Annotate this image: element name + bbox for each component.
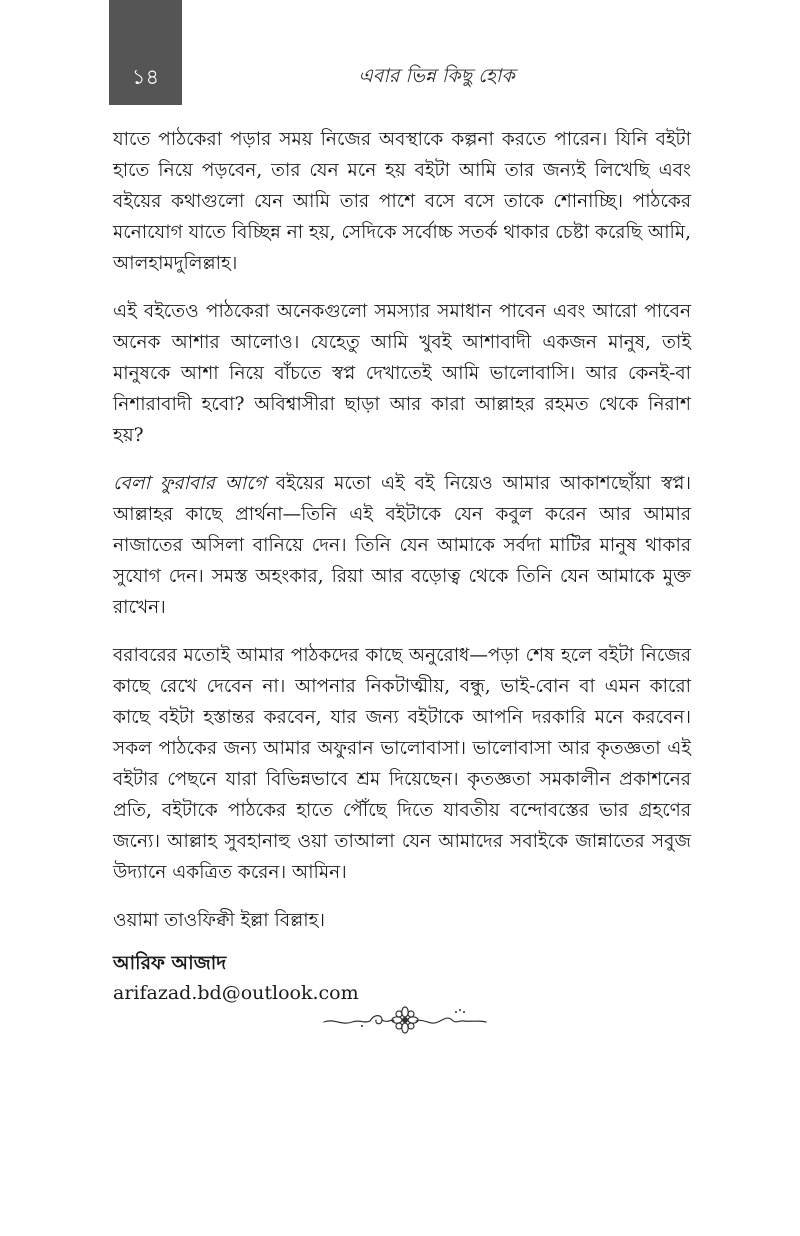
- paragraph-3: [113, 468, 691, 623]
- page-number: ১৪: [131, 65, 160, 89]
- body-text: [113, 124, 691, 1008]
- running-header: এবার ভিন্ন কিছু হোক: [358, 65, 515, 87]
- paragraph-1: যাতে পাঠকেরা পড়ার সময় নিজের অবস্থাকে কল্পনা করতে পারেন। যিনি বইটা হাতে নিয়ে পড়বেন, তার যেন মনে হয় বইটা আমি তার জন্যই লিখেছি এবং বইয়ের কথাগুলো যেন আমি তার পাশে বসে বসে তাকে শোনাচ্ছি। পাঠকের মনোযোগ যাতে বিচ্ছিন্ন না হয়, সেদিকে সর্বোচ্চ সতর্ক থাকার চেষ্টা করেছি আমি, আলহামদুলিল্লাহ।: [113, 129, 691, 274]
- author-email: arifazad.bd@outlook.com: [113, 982, 359, 1004]
- paragraph-4: বরাবরের মতোই আমার পাঠকদের কাছে অনুরোধ—পড়া শেষ হলে বইটা নিজের কাছে রেখে দেবেন না। আপনার নিকটাত্মীয়, বন্ধু, ভাই-বোন বা এমন কারো কাছে বইটা হস্তান্তর করবেন, যার জন্য বইটাকে আপনি দরকারি মনে করবেন। সকল পাঠকের জন্য আমার অফুরান ভালোবাসা। ভালোবাসা আর কৃতজ্ঞতা এই বইটার পেছনে যারা বিভিন্নভাবে শ্রম দিয়েছেন। কৃতজ্ঞতা সমকালীন প্রকাশনের প্রতি, বইটাকে পাঠকের হাতে পৌঁছে দিতে যাবতীয় বন্দোবস্তের ভার গ্রহণের জন্যে। আল্লাহ সুবহানাহু ওয়া তাআলা যেন আমাদের সবাইকে জান্নাতের সবুজ উদ্যানে একত্রিত করেন। আমিন।: [113, 645, 691, 883]
- floral-divider-icon: [320, 1000, 490, 1036]
- paragraph-3-text: বইয়ের মতো এই বই নিয়েও আমার আকাশছোঁয়া স্বপ্ন। আল্লাহর কাছে প্রার্থনা—তিনি এই বইটাকে যেন কবুল করেন আর আমার নাজাতের অসিলা বানিয়ে দেন। তিনি যেন আমাকে সর্বদা মাটির মানুষ থাকার সুযোগ দেন। সমস্ত অহংকার, রিয়া আর বড়োত্ব থেকে তিনি যেন আমাকে মুক্ত রাখেন।: [113, 473, 691, 618]
- book-title-reference: বেলা ফুরাবার আগে: [113, 473, 266, 494]
- author-name: আরিফ আজাদ: [113, 952, 227, 974]
- page-number-block: [109, 0, 182, 105]
- paragraph-2: এই বইতেও পাঠকেরা অনেকগুলো সমস্যার সমাধান পাবেন এবং আরো পাবেন অনেক আশার আলোও। যেহেতু আমি খুবই আশাবাদী একজন মানুষ, তাই মানুষকে আশা নিয়ে বাঁচতে স্বপ্ন দেখাতেই আমি ভালোবাসি। আর কেনই-বা নিশারাবাদী হবো? অবিশ্বাসীরা ছাড়া আর কারা আল্লাহর রহমত থেকে নিরাশ হয়?: [113, 301, 691, 446]
- signoff: ওয়ামা তাওফিক্বী ইল্লা বিল্লাহ।: [113, 910, 325, 931]
